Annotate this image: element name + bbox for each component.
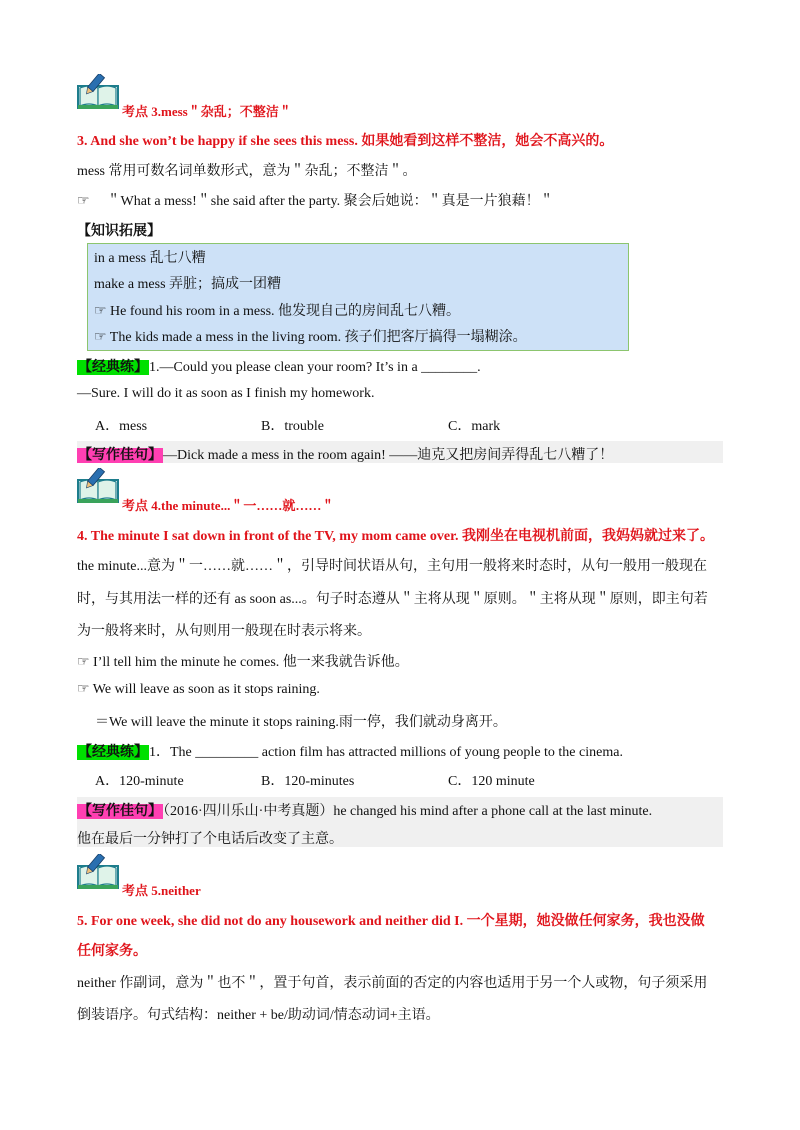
- section4-explain-1: the minute...意为＂一……就……＂，引导时间状语从句，主句用一般将来时态时，从句一般用一般现在: [77, 559, 707, 574]
- option-c: C．mark: [448, 419, 501, 434]
- book-pencil-icon: [76, 854, 120, 890]
- practice-tag: 【经典练】: [78, 360, 148, 375]
- practice-answer: —Sure. I will do it as soon as I finish my homework.: [77, 386, 375, 401]
- section3-label: 考点 3.mess＂杂乱；不整洁＂: [122, 104, 292, 119]
- option-a: A．120-minute: [95, 774, 184, 789]
- writing-tag: 【写作佳句】: [78, 448, 162, 463]
- section3-writing: [77, 444, 613, 464]
- section5-heading-2: 任何家务。: [77, 944, 147, 959]
- section3-explain: mess 常用可数名词单数形式，意为＂杂乱；不整洁＂。: [77, 164, 417, 179]
- section3-practice: [77, 356, 481, 376]
- section5-explain-2: 倒装语序。句式结构：neither + be/助动词/情态动词+主语。: [77, 1008, 440, 1023]
- writing-text: —Dick made a mess in the room again! ——迪克又把房间弄得乱七八糟了！: [163, 448, 614, 463]
- ext-line-1: in a mess 乱七八糟: [94, 251, 206, 266]
- section4-label: 考点 4.the minute...＂一……就……＂: [122, 498, 335, 513]
- practice-tag: 【经典练】: [78, 745, 148, 760]
- ext-title: 【知识拓展】: [77, 224, 161, 239]
- option-b: B．trouble: [261, 419, 324, 434]
- practice-question: 1．The _________ action film has attracted millions of young people to the cinema.: [149, 745, 623, 760]
- section4-example-1: ☞ I’ll tell him the minute he comes. 他一来我就告诉他。: [77, 655, 409, 670]
- section4-practice: [77, 741, 623, 761]
- section3-heading: 3. And she won’t be happy if she sees this mess. 如果她看到这样不整洁，她会不高兴的。: [77, 134, 614, 149]
- option-b: B．120-minutes: [261, 774, 355, 789]
- writing-tag: 【写作佳句】: [78, 804, 162, 819]
- section4-explain-2: 时，与其用法一样的还有 as soon as...。句子时态遵从＂主将从现＂原则。＂主将从现＂原则，即主句若: [77, 592, 708, 607]
- book-pencil-icon: [76, 74, 120, 110]
- pointing-hand-icon: ☞: [77, 194, 90, 209]
- book-pencil-icon: [76, 468, 120, 504]
- section4-example-3: ＝We will leave the minute it stops raining.雨一停，我们就动身离开。: [95, 715, 507, 730]
- knowledge-extension-box: [87, 243, 629, 351]
- section4-example-2: ☞ We will leave as soon as it stops raining.: [77, 682, 320, 697]
- section4-heading: 4. The minute I sat down in front of the TV, my mom came over. 我刚坐在电视机前面，我妈妈就过来了。: [77, 529, 715, 544]
- section4-writing-translation: 他在最后一分钟打了个电话后改变了主意。: [77, 832, 343, 847]
- section3-example-text: ＂What a mess!＂she said after the party. 聚会后她说：＂真是一片狼藉！＂: [106, 194, 554, 209]
- ext-line-2: make a mess 弄脏；搞成一团糟: [94, 277, 282, 292]
- section5-label: 考点 5.neither: [122, 883, 201, 898]
- section4-writing: [77, 800, 652, 820]
- section3-example: [77, 190, 554, 210]
- section5-explain-1: neither 作副词，意为＂也不＂，置于句首，表示前面的否定的内容也适用于另一个人或物，句子须采用: [77, 976, 708, 991]
- option-a: A．mess: [95, 419, 148, 434]
- practice-question: 1.—Could you please clean your room? It’s in a ________.: [149, 360, 481, 375]
- writing-text: （2016·四川乐山·中考真题）he changed his mind after a phone call at the last minute.: [163, 804, 653, 819]
- ext-line-3: ☞ He found his room in a mess. 他发现自己的房间乱七八糟。: [94, 304, 461, 319]
- section5-heading-1: 5. For one week, she did not do any housework and neither did I. 一个星期，她没做任何家务，我也没做: [77, 914, 705, 929]
- ext-line-4: ☞ The kids made a mess in the living room. 孩子们把客厅搞得一塌糊涂。: [94, 330, 527, 345]
- option-c: C．120 minute: [448, 774, 535, 789]
- section4-explain-3: 为一般将来时，从句则用一般现在时表示将来。: [77, 624, 371, 639]
